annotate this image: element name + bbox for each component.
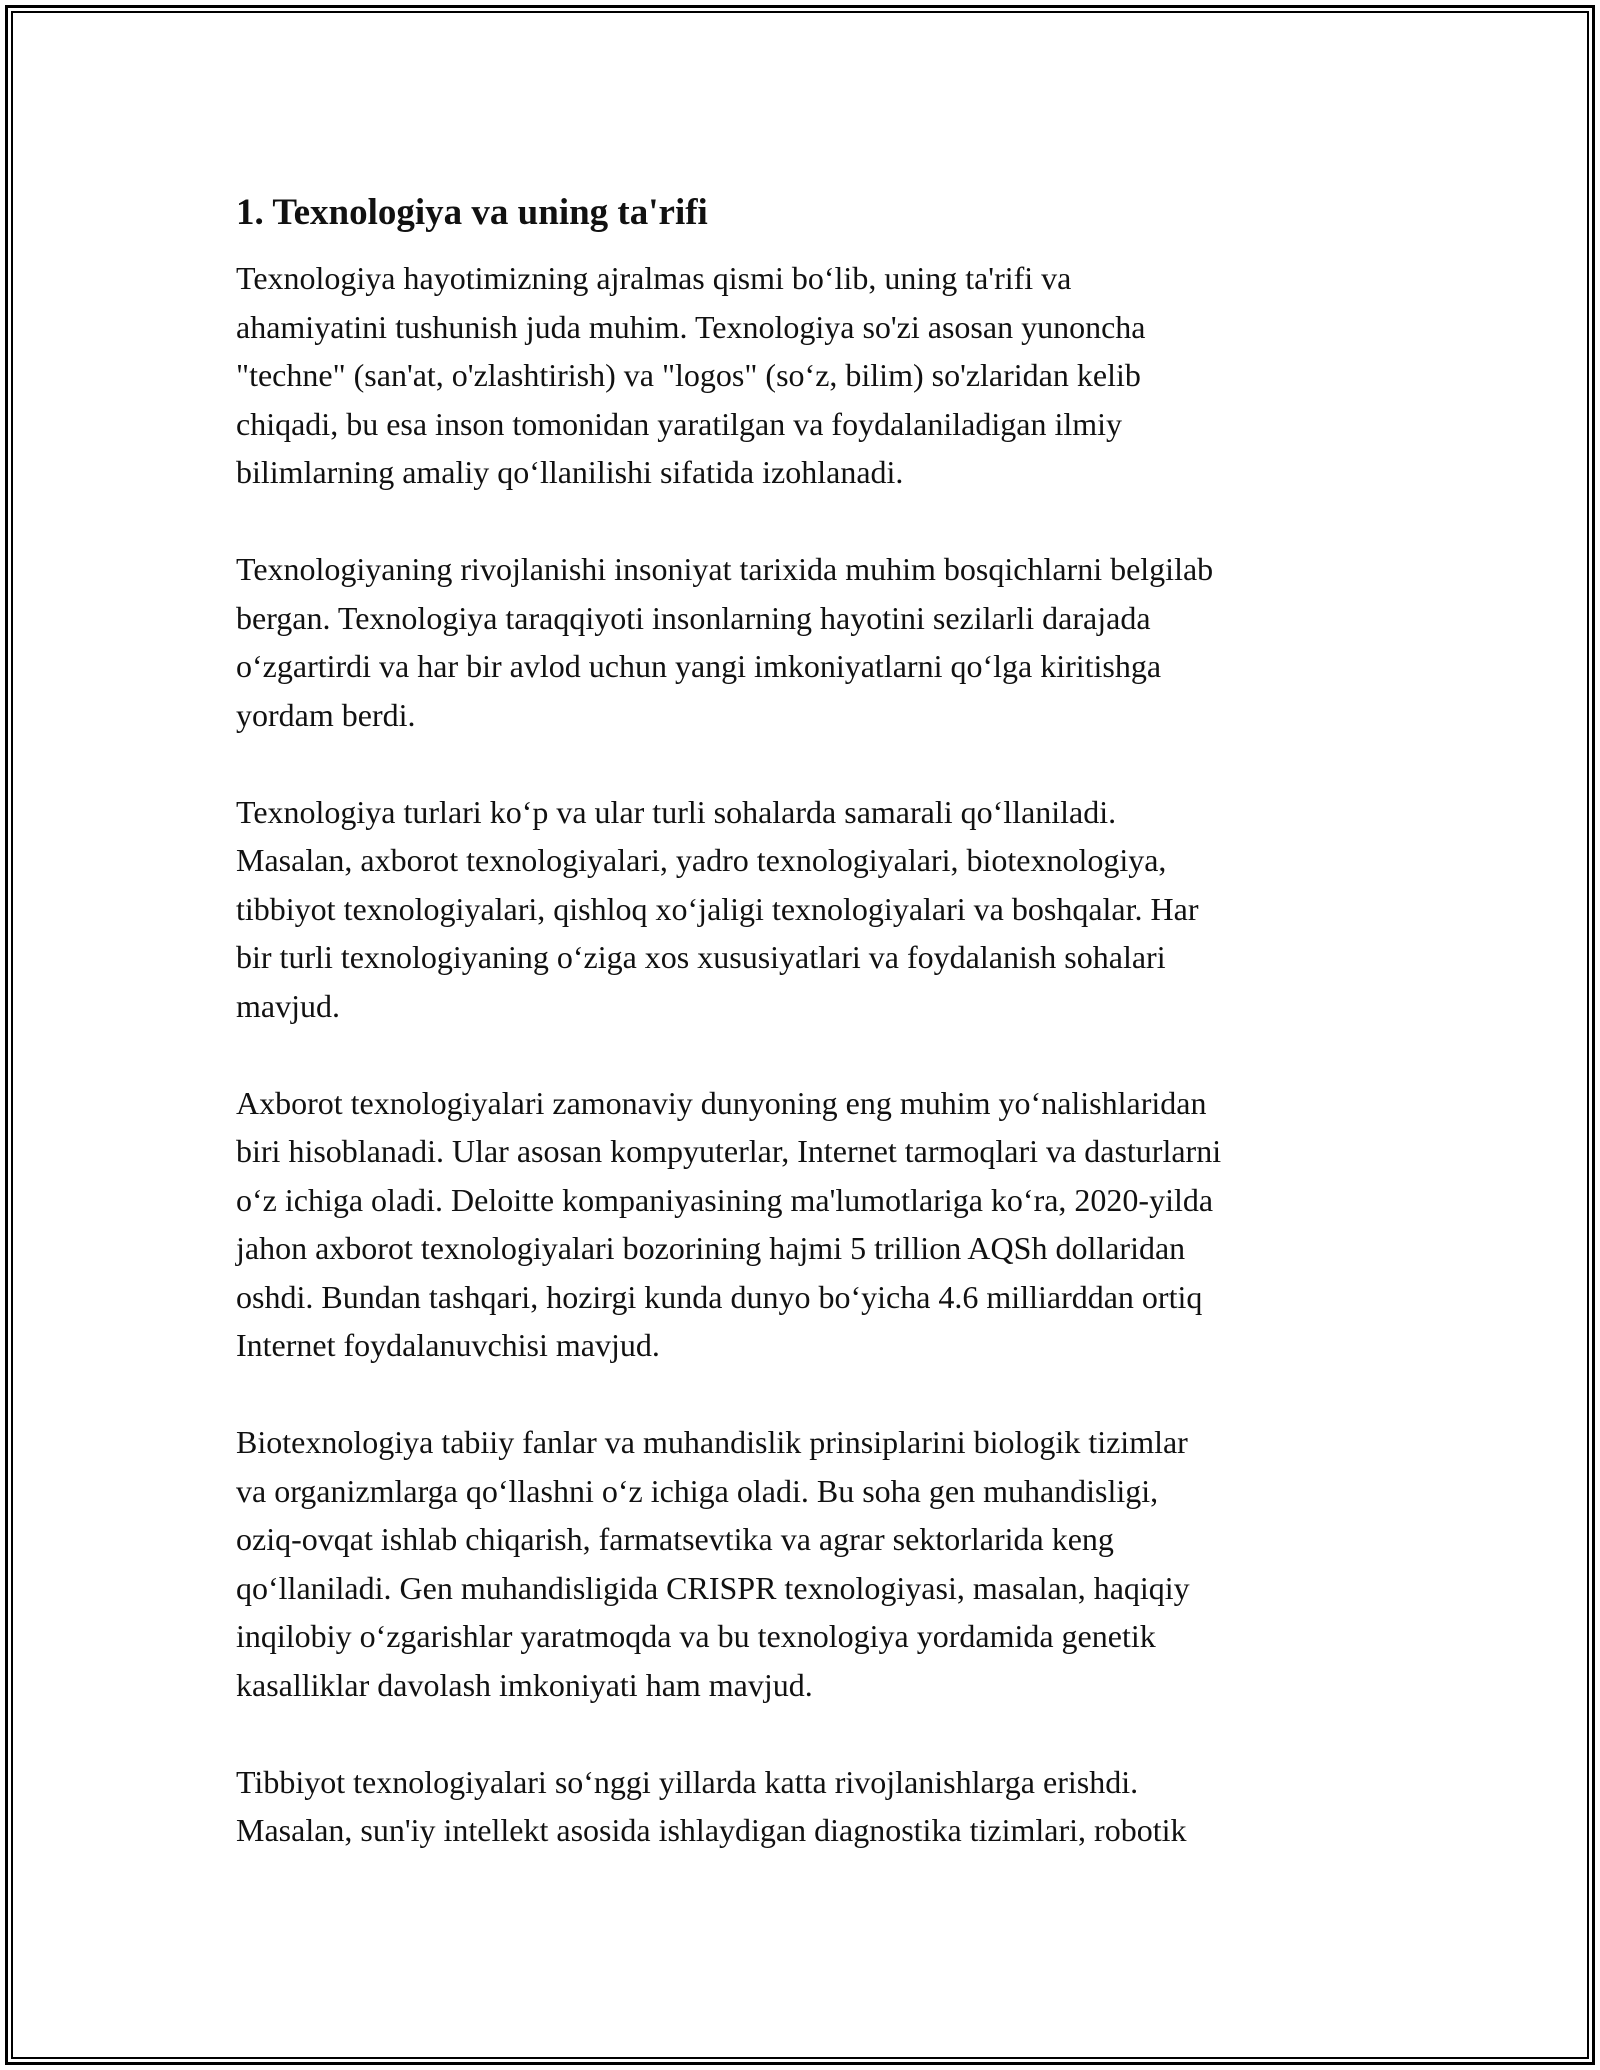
paragraph-biotechnology bbox=[236, 1418, 1376, 1709]
text-line: oziq-ovqat ishlab chiqarish, farmatsevtika va agrar sektorlarida keng bbox=[236, 1521, 1114, 1557]
text-line: Axborot texnologiyalari zamonaviy dunyoning eng muhim yo‘nalishlaridan bbox=[236, 1084, 1207, 1121]
text-line: Internet foydalanuvchisi mavjud. bbox=[236, 1327, 660, 1363]
text-line: kasalliklar davolash imkoniyati ham mavjud. bbox=[236, 1666, 813, 1703]
text-line: mavjud. bbox=[236, 987, 340, 1024]
text-line: ahamiyatini tushunish juda muhim. Texnologiya so'zi asosan yunoncha bbox=[236, 308, 1146, 345]
text-line: biri hisoblanadi. Ular asosan kompyuterlar, Internet tarmoqlari va dasturlarni bbox=[236, 1133, 1222, 1169]
section-heading: 1. Texnologiya va uning ta'rifi bbox=[236, 192, 708, 233]
paragraph-development bbox=[236, 545, 1376, 739]
text-line: Masalan, axborot texnologiyalari, yadro texnologiyalari, biotexnologiya, bbox=[236, 842, 1167, 878]
text-line: o‘z ichiga oladi. Deloitte kompaniyasining ma'lumotlariga ko‘ra, 2020-yilda bbox=[236, 1181, 1214, 1218]
text-line: chiqadi, bu esa inson tomonidan yaratilgan va foydalaniladigan ilmiy bbox=[236, 405, 1122, 442]
text-line: yordam berdi. bbox=[236, 696, 416, 733]
text-line: bilimlarning amaliy qo‘llanilishi sifatida izohlanadi. bbox=[236, 454, 904, 490]
text-line: Masalan, sun'iy intellekt asosida ishlaydigan diagnostika tizimlari, robotik bbox=[236, 1812, 1187, 1848]
text-line: va organizmlarga qo‘llashni o‘z ichiga oladi. Bu soha gen muhandisligi, bbox=[236, 1472, 1159, 1509]
paragraph-definition bbox=[236, 254, 1376, 497]
text-line: qo‘llaniladi. Gen muhandisligida CRISPR texnologiyasi, masalan, haqiqiy bbox=[236, 1569, 1190, 1606]
text-line: o‘zgartirdi va har bir avlod uchun yangi imkoniyatlarni qo‘lga kiritishga bbox=[236, 648, 1162, 684]
paragraph-types bbox=[236, 788, 1376, 1031]
text-line: jahon axborot texnologiyalari bozorining hajmi 5 trillion AQSh dollaridan bbox=[236, 1230, 1186, 1266]
text-line: tibbiyot texnologiyalari, qishloq xo‘jaligi texnologiyalari va boshqalar. Har bbox=[236, 890, 1199, 927]
text-line: Tibbiyot texnologiyalari so‘nggi yillarda katta rivojlanishlarga erishdi. bbox=[236, 1763, 1139, 1800]
text-line: bergan. Texnologiya taraqqiyoti insonlarning hayotini sezilarli darajada bbox=[236, 599, 1151, 636]
paragraph-medical-technology bbox=[236, 1758, 1376, 1855]
text-line: Texnologiya hayotimizning ajralmas qismi bo‘lib, uning ta'rifi va bbox=[236, 260, 1072, 296]
text-line: Texnologiya turlari ko‘p va ular turli sohalarda samarali qo‘llaniladi. bbox=[236, 793, 1117, 830]
text-line: Texnologiyaning rivojlanishi insoniyat tarixida muhim bosqichlarni belgilab bbox=[236, 551, 1214, 587]
text-line: Biotexnologiya tabiiy fanlar va muhandislik prinsiplarini biologik tizimlar bbox=[236, 1424, 1188, 1460]
document-body bbox=[236, 188, 1376, 1903]
text-line: bir turli texnologiyaning o‘ziga xos xususiyatlari va foydalanish sohalari bbox=[236, 939, 1166, 975]
text-line: "techne" (san'at, o'zlashtirish) va "logos" (so‘z, bilim) so'zlaridan kelib bbox=[236, 357, 1141, 393]
text-line: oshdi. Bundan tashqari, hozirgi kunda dunyo bo‘yicha 4.6 milliarddan ortiq bbox=[236, 1278, 1203, 1315]
text-line: inqilobiy o‘zgarishlar yaratmoqda va bu texnologiya yordamida genetik bbox=[236, 1618, 1156, 1654]
paragraph-information-technology bbox=[236, 1079, 1376, 1370]
